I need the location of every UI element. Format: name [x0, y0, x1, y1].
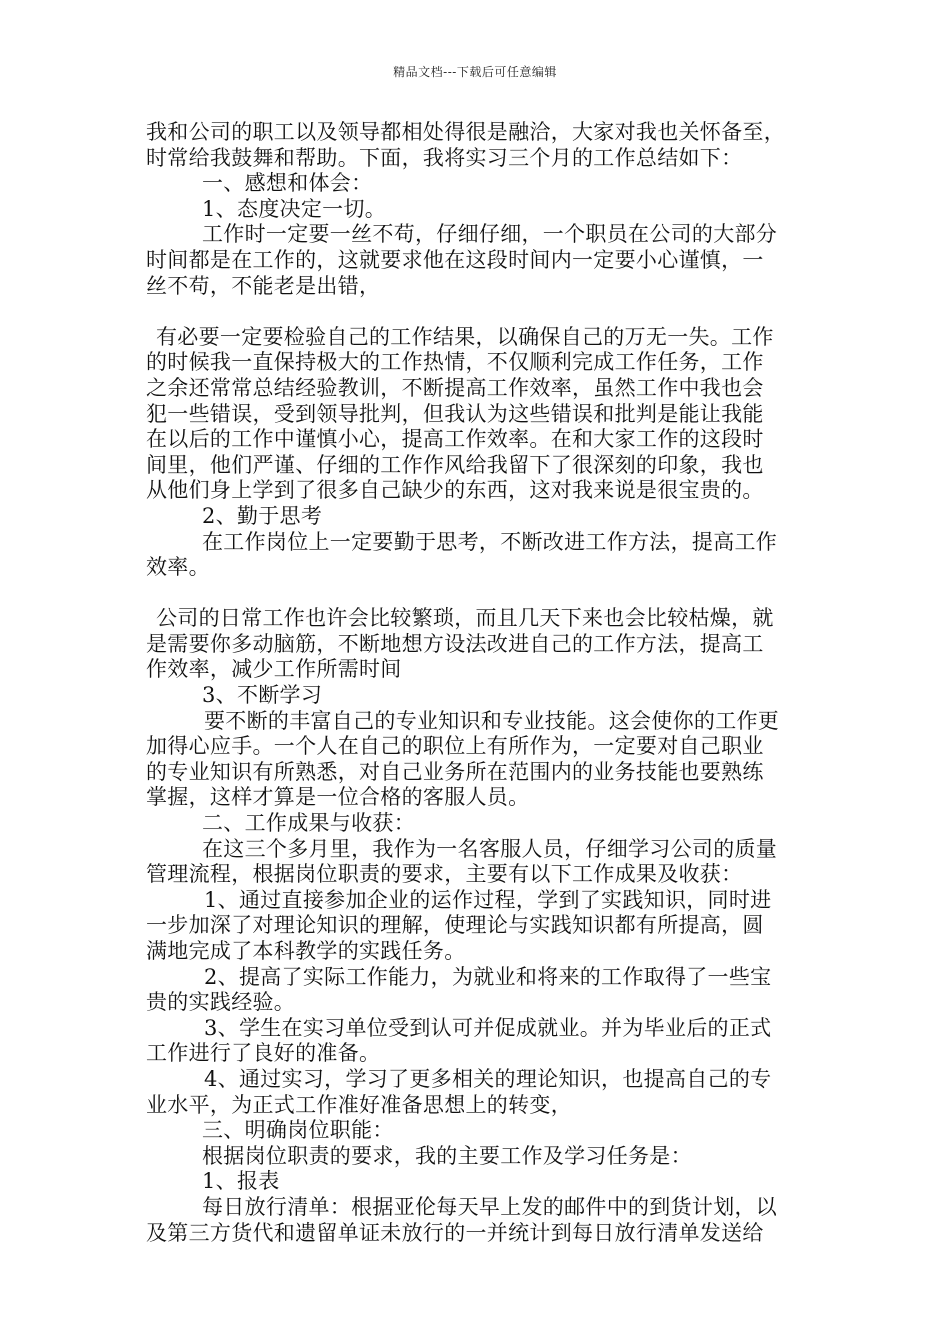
blank-line — [146, 581, 808, 607]
paragraph-line: 的专业知识有所熟悉，对自己业务所在范围内的业务技能也要熟练 — [146, 759, 764, 784]
paragraph-line: 在这三个多月里，我作为一名客服人员，仔细学习公司的质量 — [202, 836, 778, 861]
paragraph-line: 间里，他们严谨、仔细的工作作风给我留下了很深刻的印象，我也 — [146, 452, 764, 477]
paragraph-line: 掌握，这样才算是一位合格的客服人员。 — [146, 785, 530, 810]
paragraph-line: 贵的实践经验。 — [146, 990, 296, 1015]
paragraph-line: 管理流程，根据岗位职责的要求，主要有以下工作成果及收获： — [146, 862, 743, 887]
paragraph-line: 之余还常常总结经验教训，不断提高工作效率，虽然工作中我也会 — [146, 375, 764, 400]
paragraph-line: 公司的日常工作也许会比较繁琐，而且几天下来也会比较枯燥，就 — [156, 606, 774, 631]
paragraph-line: 要不断的丰富自己的专业知识和专业技能。这会使你的工作更 — [204, 708, 780, 733]
paragraph-line: 工作时一定要一丝不苟，仔细仔细，一个职员在公司的大部分 — [202, 222, 778, 247]
paragraph-line: 根据岗位职责的要求，我的主要工作及学习任务是： — [202, 1143, 692, 1168]
paragraph-line: 是需要你多动脑筋，不断地想方设法改进自己的工作方法，提高工 — [146, 631, 764, 656]
paragraph-line: 时间都是在工作的，这就要求他在这段时间内一定要小心谨慎，一 — [146, 247, 764, 272]
paragraph-line: 及第三方货代和遗留单证未放行的一并统计到每日放行清单发送给 — [146, 1220, 764, 1245]
paragraph-line: 有必要一定要检验自己的工作结果，以确保自己的万无一失。工作 — [156, 324, 774, 349]
paragraph-line: 满地完成了本科教学的实践任务。 — [146, 939, 466, 963]
paragraph-line: 在工作岗位上一定要勤于思考，不断改进工作方法，提高工作 — [202, 529, 778, 554]
blank-line — [146, 299, 808, 325]
paragraph-line: 我和公司的职工以及领导都相处得很是融洽，大家对我也关怀备至， — [146, 120, 785, 144]
list-item: 2、提高了实际工作能力，为就业和将来的工作取得了一些宝 — [204, 964, 772, 989]
subsection-heading: 3、不断学习 — [202, 683, 323, 708]
subsection-heading: 1、报表 — [202, 1169, 280, 1194]
section-heading: 一、感想和体会： — [202, 171, 373, 196]
paragraph-line: 每日放行清单：根据亚伦每天早上发的邮件中的到货计划，以 — [202, 1194, 778, 1219]
paragraph-line: 从他们身上学到了很多自己缺少的东西，这对我来说是很宝贵的。 — [146, 478, 764, 503]
paragraph-line: 的时候我一直保持极大的工作热情，不仅顺利完成工作任务，工作 — [146, 350, 764, 375]
subsection-heading: 1、态度决定一切。 — [202, 196, 387, 221]
list-item: 1、通过直接参加企业的运作过程，学到了实践知识，同时进 — [204, 887, 772, 912]
list-item: 3、学生在实习单位受到认可并促成就业。并为毕业后的正式 — [204, 1015, 772, 1040]
paragraph-line: 工作进行了良好的准备。 — [146, 1041, 381, 1066]
paragraph-line: 在以后的工作中谨慎小心，提高工作效率。在和大家工作的这段时 — [146, 427, 764, 452]
paragraph-line: 作效率，减少工作所需时间 — [146, 657, 402, 682]
paragraph-line: 犯一些错误，受到领导批判，但我认为这些错误和批判是能让我能 — [146, 401, 764, 426]
section-heading: 二、工作成果与收获： — [202, 811, 415, 836]
page-header: 精品文档---下载后可任意编辑 — [393, 65, 557, 79]
paragraph-line: 时常给我鼓舞和帮助。下面，我将实习三个月的工作总结如下： — [146, 145, 743, 170]
subsection-heading: 2、勤于思考 — [202, 503, 323, 528]
paragraph-line: 业水平，为正式工作准好准备思想上的转变， — [146, 1092, 572, 1117]
list-item: 4、通过实习，学习了更多相关的理论知识，也提高自己的专 — [204, 1066, 772, 1091]
section-heading: 三、明确岗位职能： — [202, 1118, 394, 1143]
document-body — [146, 120, 808, 1246]
paragraph-line: 效率。 — [146, 555, 210, 580]
paragraph-line: 一步加深了对理论知识的理解，使理论与实践知识都有所提高，圆 — [146, 913, 764, 938]
paragraph-line: 丝不苟，不能老是出错， — [146, 273, 381, 298]
paragraph-line: 加得心应手。一个人在自己的职位上有所作为，一定要对自己职业 — [146, 734, 764, 759]
